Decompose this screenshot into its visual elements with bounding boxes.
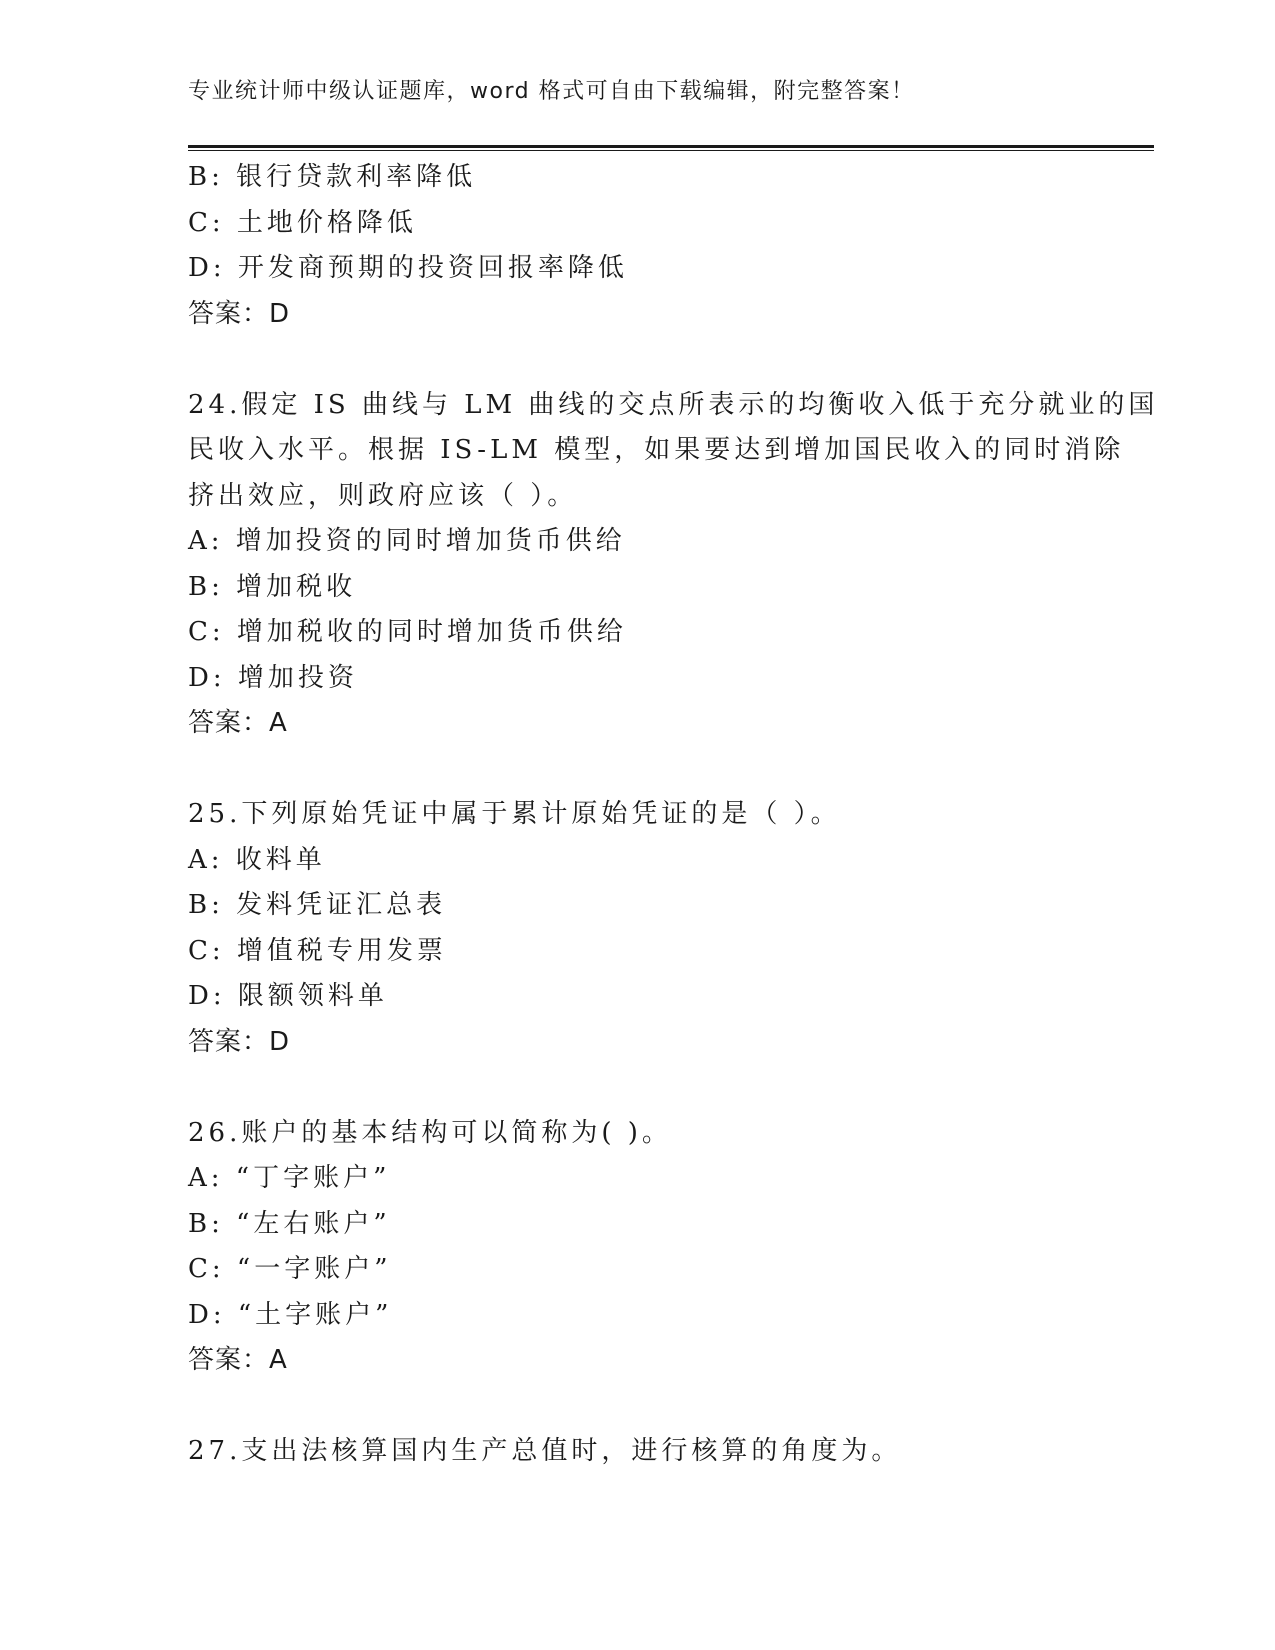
page-header: 专业统计师中级认证题库，word 格式可自由下载编辑，附完整答案！ (188, 79, 915, 104)
option-line: B: 发料凭证汇总表 (188, 890, 447, 920)
option-line: C: 增加税收的同时增加货币供给 (188, 617, 627, 647)
answer-line: 答案：A (188, 1345, 288, 1375)
option-line: C: 增值税专用发票 (188, 935, 447, 966)
answer-line: 答案：A (188, 708, 288, 738)
question-content (188, 155, 1159, 1475)
option-line: D: “土字账户” (188, 1299, 393, 1330)
answer-line: 答案：D (188, 298, 291, 329)
option-line: D: 限额领料单 (188, 981, 388, 1011)
option-line: B: 增加税收 (188, 571, 357, 602)
answer-line: 答案：D (188, 1026, 291, 1057)
option-line: D: 开发商预期的投资回报率降低 (188, 253, 628, 283)
option-line: C: “一字账户” (188, 1254, 392, 1284)
question-stem: 民收入水平。根据 IS-LM 模型，如果要达到增加国民收入的同时消除 (188, 435, 1125, 465)
option-line: B: “左右账户” (188, 1208, 391, 1239)
question-stem: 27.支出法核算国内生产总值时，进行核算的角度为。 (188, 1436, 902, 1466)
question-stem: 挤出效应，则政府应该（ ）。 (188, 480, 578, 511)
header-rule-thick (188, 145, 1154, 148)
option-line: B: 银行贷款利率降低 (188, 162, 477, 192)
question-stem: 24.假定 IS 曲线与 LM 曲线的交点所表示的均衡收入低于充分就业的国 (188, 389, 1159, 420)
question-stem: 26.账户的基本结构可以简称为( )。 (188, 1117, 672, 1148)
option-line: D: 增加投资 (188, 662, 358, 693)
option-line: C: 土地价格降低 (188, 207, 417, 238)
option-line: A: 增加投资的同时增加货币供给 (188, 526, 626, 556)
option-line: A: “丁字账户” (188, 1163, 391, 1193)
header-rule-thin (188, 150, 1154, 151)
question-stem: 25.下列原始凭证中属于累计原始凭证的是（ ）。 (188, 799, 841, 829)
option-line: A: 收料单 (188, 844, 326, 875)
